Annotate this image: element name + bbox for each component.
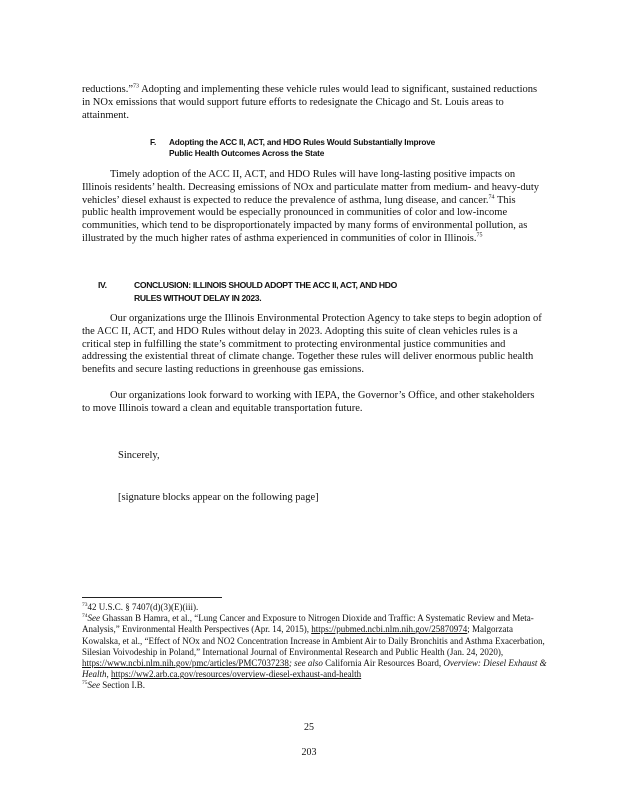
footnote-signal: ; see also [288,658,323,669]
footnote-signal: See [87,680,100,691]
paragraph-text: This public health improvement would be especially pronounced in communities of color and low-income communities, which tend to be disproportionately impacted by many forms of environmental pollution, as illustrated by the much higher rates of asthma experienced in communities of color in Illinois. [82,194,528,244]
footnote-number: 75 [82,680,88,687]
footnote-ref-73[interactable]: 73 [133,83,140,90]
footnote-title: Overview: Diesel Exhaust & Health [82,658,547,680]
closing-salutation: Sincerely, [118,450,160,461]
paragraph-public-health [82,169,542,246]
footnote-link-carb[interactable]: https://ww2.arb.ca.gov/resources/overview-diesel-exhaust-and-health [111,669,362,680]
signature-note: [signature blocks appear on the following page] [118,492,319,503]
section-heading-f [150,137,510,159]
paragraph-text: Timely adoption of the ACC II, ACT, and HDO Rules will have long-lasting positive impacts on Illinois residents’ health. Decreasing emissions of NOx and particulate matter from medium- and heavy-duty vehicles’ diesel exhaust is expected to reduce the prevalence of asthma, lung disease, and cancer. [82,169,540,206]
footnote-divider [82,597,222,598]
conclusion-title-line2: RULES WITHOUT DELAY IN 2023. [134,293,262,303]
paragraph-text: Adopting and implementing these vehicle rules would lead to significant, sustained reductions in NOx emissions that would support future efforts to redesignate the Chicago and St. Louis areas to attainment. [82,84,538,121]
footnote-signal: See [87,613,100,624]
footnote-ref-75[interactable]: 75 [476,232,483,239]
footnote-ref-74[interactable]: 74 [488,194,495,201]
section-title-line1: Adopting the ACC II, ACT, and HDO Rules Would Substantially Improve [169,137,436,147]
page-number: 25 [304,722,314,733]
footnotes-section [82,602,552,692]
paragraph-urge: Our organizations urge the Illinois Environmental Protection Agency to take steps to begin adoption of the ACC II, ACT, and HDO Rules without delay in 2023. Adopting this suite of clean vehicles rules is a critical step in fulfilling the state’s commitment to protecting environmental justice communities and addressing the existential threat of climate change. Together these rules will deliver enormous public health benefits and secure lasting reductions in greenhouse gas emissions. [82,313,542,376]
conclusion-title-line1: CONCLUSION: ILLINOIS SHOULD ADOPT THE ACC II, ACT, AND HDO [134,280,397,290]
footnote-number: 73 [82,602,88,608]
paragraph-look-forward: Our organizations look forward to working with IEPA, the Governor’s Office, and other stakeholders to move Illinois toward a clean and equitable transportation future. [82,390,535,414]
footnote-link-pubmed[interactable]: https://pubmed.ncbi.nlm.nih.gov/25870974 [311,624,468,635]
section-label: F. [150,137,157,147]
footnote-74 [82,613,552,680]
footnote-text: Ghassan B Hamra, et al., “Lung Cancer and Exposure to Nitrogen Dioxide and Traffic: A Systematic Review and Meta-Analysis,” Environmental Health Perspectives (Apr. 14, 2015), [82,613,534,635]
paragraph-reductions [82,84,542,122]
footnote-text: ; Malgorzata Kowalska, et al., “Effect of NOx and NO2 Concentration Increase in Ambient Air to Daily Bronchitis and Asthma Exacerbation, Silesian Voivodeship in Poland,” International Journal of Environmental Research and Public Health (Jan. 24, 2020), [82,624,545,657]
footnote-text: , [106,669,111,680]
exhibit-page-number: 203 [301,747,317,758]
section-heading-conclusion [98,279,498,305]
paragraph-text: reductions.” [82,84,134,95]
footnote-link-ncbi-pmc[interactable]: https://www.ncbi.nlm.nih.gov/pmc/articles/PMC7037238 [82,658,289,669]
footnote-number: 74 [82,613,88,620]
footnote-text: 42 U.S.C. § 7407(d)(3)(E)(iii). [87,602,199,612]
footnote-text: Section I.B. [100,680,145,691]
footnote-75 [82,680,552,691]
footnote-73 [82,602,552,613]
footnote-text: California Air Resources Board, [322,658,444,669]
section-title-line2: Public Health Outcomes Across the State [169,148,325,158]
section-number: IV. [98,280,107,290]
